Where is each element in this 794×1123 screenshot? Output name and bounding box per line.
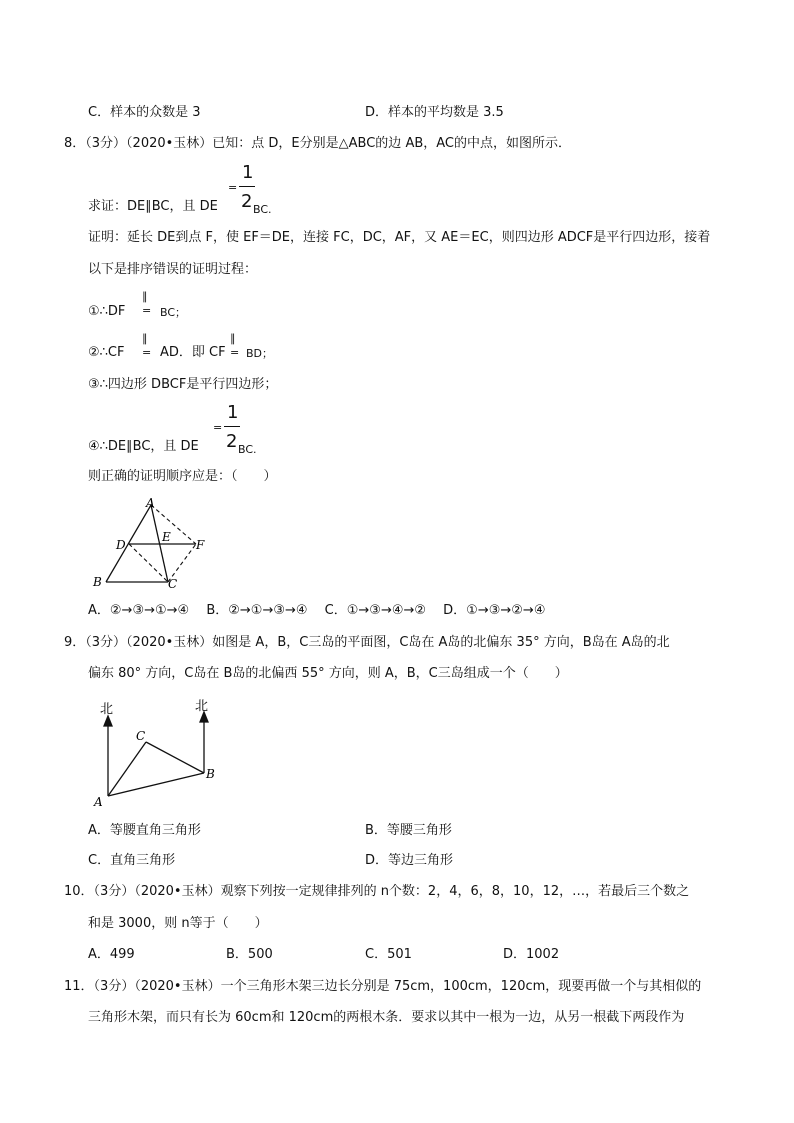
q9-line-cb bbox=[146, 742, 204, 773]
q8-step1-a: ①∴DF bbox=[88, 304, 126, 319]
q8-step3: ③∴四边形 DBCF是平行四边形； bbox=[88, 377, 278, 392]
q9-north-arrow-a bbox=[104, 716, 112, 726]
q9-line2: 偏东 80° 方向，C岛在 B岛的北偏西 55° 方向，则 A，B，C三岛组成一个（ ） bbox=[88, 666, 568, 681]
q10-line1: 10．（3分）（2020•玉林）观察下列按一定规律排列的 n个数：2，4，6，8，10，12，…，若最后三个数之 bbox=[64, 884, 690, 899]
q8-step4-frac-numerator: 1 bbox=[227, 402, 239, 423]
q8-step2-b: AD．即 CF bbox=[160, 345, 226, 360]
q8-step4-frac-bar bbox=[224, 426, 240, 427]
q8-label-c: C bbox=[168, 577, 178, 591]
q8-step1-b: BC； bbox=[160, 306, 187, 319]
q7-option-c: C．样本的众数是 3 bbox=[88, 105, 201, 120]
q8-label-b: B bbox=[93, 575, 102, 589]
q8-step2-parallel-1: ∥ bbox=[142, 332, 148, 345]
q8-label-f: F bbox=[196, 538, 205, 552]
q8-frac-denominator: 2 bbox=[241, 191, 253, 212]
q10-option-c: C．501 bbox=[365, 947, 412, 962]
q8-proof-line2: 以下是排序错误的证明过程： bbox=[88, 262, 258, 277]
q9-option-c: C．直角三角形 bbox=[88, 853, 176, 868]
q9-north-label-b: 北 bbox=[195, 699, 209, 714]
q8-frac-numerator: 1 bbox=[242, 162, 254, 183]
q8-step4-equal-sign: = bbox=[213, 421, 223, 434]
q8-label-e: E bbox=[162, 530, 171, 544]
q9-option-b: B．等腰三角形 bbox=[365, 823, 452, 838]
q8-step4-prefix: ④∴DE∥BC，且 DE bbox=[88, 439, 199, 454]
q8-step2-equal-1: = bbox=[142, 346, 152, 359]
q9-label-c: C bbox=[136, 729, 146, 743]
q11-line2: 三角形木架，而只有长为 60cm和 120cm的两根木条．要求以其中一根为一边，从另一根截下两段作为 bbox=[88, 1010, 685, 1025]
q8-prove-suffix: BC. bbox=[253, 203, 272, 216]
q8-question: 则正确的证明顺序应是：（ ） bbox=[88, 469, 277, 484]
q10-line2: 和是 3000，则 n等于（ ） bbox=[88, 916, 268, 931]
q10-option-d: D．1002 bbox=[503, 947, 560, 962]
q8-label-a: A bbox=[146, 496, 155, 510]
q8-proof-line1: 证明：延长 DE到点 F，使 EF＝DE，连接 FC，DC，AF，又 AE＝EC，则四边形 ADCF是平行四边形，接着 bbox=[88, 230, 711, 245]
q8-stem: 8．（3分）（2020•玉林）已知：点 D，E分别是△ABC的边 AB，AC的中点，如图所示． bbox=[64, 136, 571, 151]
q7-option-d: D．样本的平均数是 3.5 bbox=[365, 105, 504, 120]
q9-option-d: D．等边三角形 bbox=[365, 853, 454, 868]
q9-label-b: B bbox=[206, 767, 215, 781]
q8-equal-sign: = bbox=[228, 181, 238, 194]
q9-label-a: A bbox=[94, 795, 103, 808]
q8-prove-prefix: 求证：DE∥BC，且 DE bbox=[88, 199, 218, 214]
q8-label-d: D bbox=[116, 538, 126, 552]
q9-option-a: A．等腰直角三角形 bbox=[88, 823, 201, 838]
q11-line1: 11．（3分）（2020•玉林）一个三角形木架三边长分别是 75cm，100cm，120cm，现要再做一个与其相似的 bbox=[64, 979, 702, 994]
q8-frac-bar bbox=[239, 186, 255, 187]
q8-step2-equal-2: = bbox=[230, 346, 240, 359]
q8-step4-frac-denominator: 2 bbox=[226, 431, 238, 452]
q8-line-dc bbox=[129, 544, 168, 582]
q8-step2-a: ②∴CF bbox=[88, 345, 125, 360]
q8-step4-suffix: BC. bbox=[238, 443, 257, 456]
q8-figure bbox=[86, 496, 216, 592]
q10-option-b: B．500 bbox=[226, 947, 273, 962]
q9-north-label-a: 北 bbox=[100, 702, 114, 717]
q8-step1-parallel: ∥ bbox=[142, 290, 148, 303]
q10-option-a: A．499 bbox=[88, 947, 135, 962]
q8-step2-c: BD； bbox=[246, 347, 274, 360]
q9-line1: 9．（3分）（2020•玉林）如图是 A，B，C三岛的平面图，C岛在 A岛的北偏东 35° 方向，B岛在 A岛的北 bbox=[64, 635, 670, 650]
q8-step2-parallel-2: ∥ bbox=[230, 332, 236, 345]
q8-options: A．②→③→①→④ B．②→①→③→④ C．①→③→④→② D．①→③→②→④ bbox=[88, 603, 546, 618]
q9-figure bbox=[88, 696, 228, 808]
q8-step1-equal: = bbox=[142, 304, 152, 317]
